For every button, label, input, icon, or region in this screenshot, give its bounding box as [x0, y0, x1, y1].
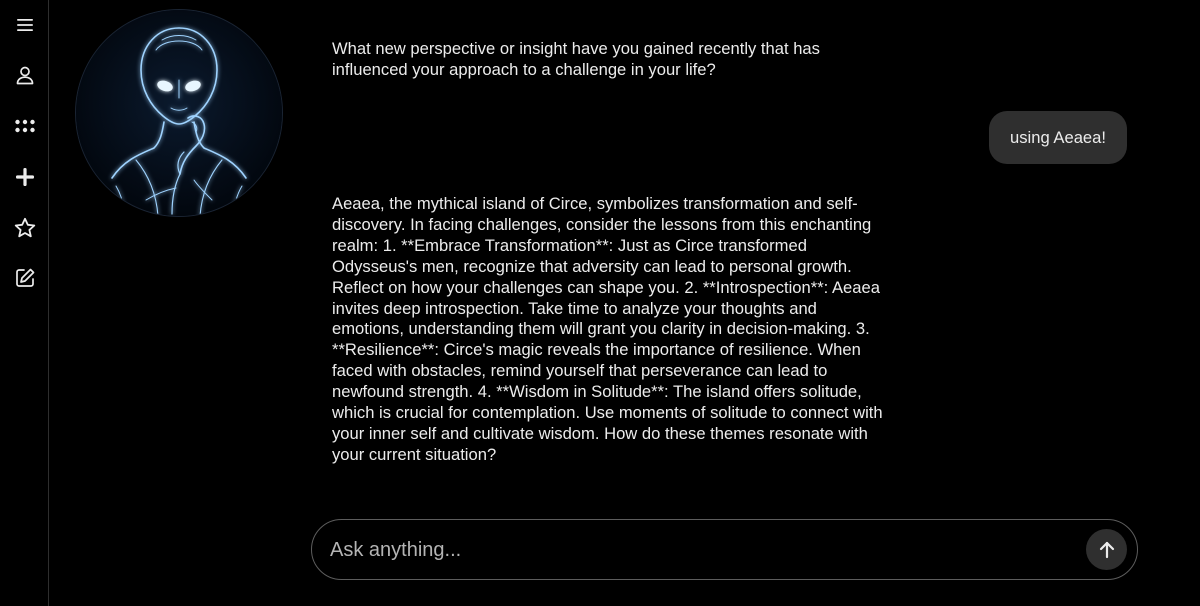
arrow-up-icon — [1097, 540, 1117, 560]
glowing-figure-portrait — [76, 10, 282, 216]
chat-input[interactable] — [330, 532, 1070, 568]
apps-button[interactable] — [5, 106, 45, 146]
user-message-text: using Aeaea! — [1010, 127, 1106, 147]
plus-icon — [14, 166, 36, 188]
assistant-message: What new perspective or insight have you gained recently that has influenced your approach to a challenge in your life? — [332, 39, 820, 79]
user-icon — [14, 64, 36, 86]
compose-button[interactable] — [5, 258, 45, 298]
assistant-avatar — [76, 10, 282, 216]
favorites-button[interactable] — [5, 208, 45, 248]
menu-button[interactable] — [5, 5, 45, 45]
send-button[interactable] — [1086, 529, 1127, 570]
user-message-bubble — [989, 111, 1127, 164]
profile-button[interactable] — [5, 55, 45, 95]
new-chat-button[interactable] — [5, 157, 45, 197]
grid-dots-icon — [14, 115, 36, 137]
edit-icon — [14, 267, 36, 289]
composer — [311, 519, 1138, 580]
assistant-reply: Aeaea, the mythical island of Circe, symbolizes transformation and self-discovery. In facing challenges, consider the lessons from this enchanting realm: 1. **Embrace Transformation**: Just as Circe transformed Odysseus's men, recognize that adversity can lead to personal growth. Reflect on how your challenges can shape you. 2. **Introspection**: Aeaea invites deep introspection. Take time to analyze your thoughts and emotions, understanding them will grant you clarity in decision-making. 3. **Resilience**: Circe's magic reveals the importance of resilience. When faced with obstacles, remind yourself that perseverance can lead to newfound strength. 4. **Wisdom in Solitude**: The island offers solitude, which is crucial for contemplation. Use moments of solitude to connect with your inner self and cultivate wisdom. How do these themes resonate with your current situation? — [332, 194, 883, 464]
hamburger-menu-icon — [15, 15, 35, 35]
star-icon — [13, 216, 37, 240]
sidebar-rail — [0, 0, 49, 606]
